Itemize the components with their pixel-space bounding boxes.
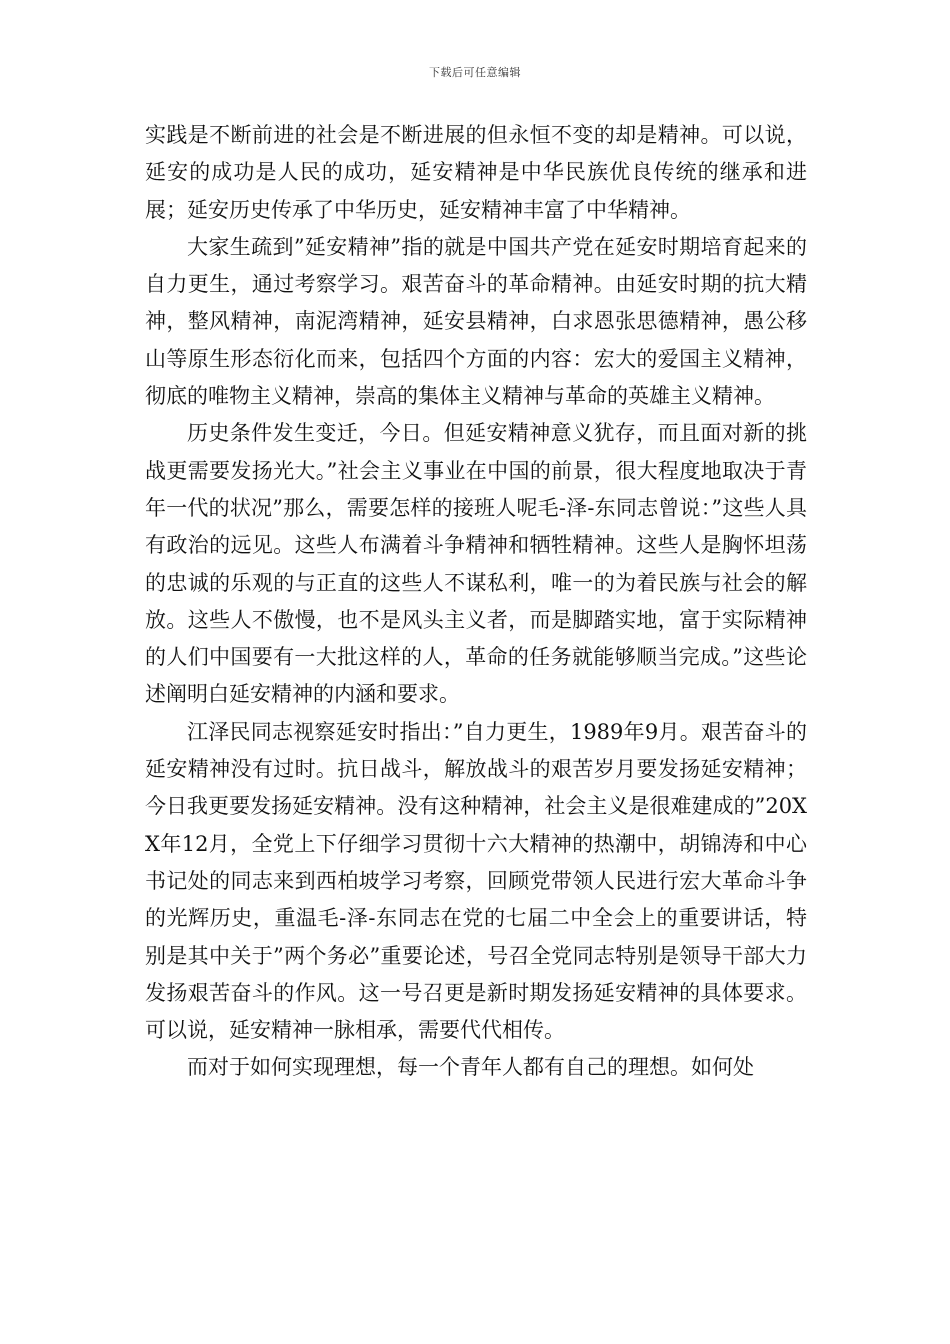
paragraph-1: 实践是不断前进的社会是不断进展的但永恒不变的却是精神。可以说，延安的成功是人民的成功，延安精神是中华民族优良传统的继承和进展；延安历史传承了中华历史，延安精神丰富了中华精神。 — [145, 123, 807, 222]
paragraph-5: 而对于如何实现理想，每一个青年人都有自己的理想。如何处 — [187, 1055, 754, 1080]
page-header: 下载后可任意编辑 — [429, 66, 521, 79]
paragraph-3: 历史条件发生变迁，今日。但延安精神意义犹存，而且面对新的挑战更需要发扬光大。”社会主义事业在中国的前景，很大程度地取决于青年一代的状况”那么，需要怎样的接班人呢毛-泽-东同志曾说：”这些人具有政治的远见。这些人布满着斗争精神和牺牲精神。这些人是胸怀坦荡的忠诚的乐观的与正直的这些人不谋私利，唯一的为着民族与社会的解放。这些人不傲慢，也不是风头主义者，而是脚踏实地，富于实际精神的人们中国要有一大批这样的人，革命的任务就能够顺当完成。”这些论述阐明白延安精神的内涵和要求。 — [145, 421, 807, 707]
paragraph-2: 大家生疏到”延安精神”指的就是中国共产党在延安时期培育起来的自力更生，通过考察学习。艰苦奋斗的革命精神。由延安时期的抗大精神，整风精神，南泥湾精神，延安县精神，白求恩张思德精神，愚公移山等原生形态衍化而来，包括四个方面的内容：宏大的爱国主义精神，彻底的唯物主义精神，崇高的集体主义精神与革命的英雄主义精神。 — [145, 234, 807, 409]
document-body — [145, 117, 807, 1087]
paragraph-4: 江泽民同志视察延安时指出：”自力更生，1989年9月。艰苦奋斗的延安精神没有过时。抗日战斗，解放战斗的艰苦岁月要发扬延安精神；今日我更要发扬延安精神。没有这种精神，社会主义是很难建成的”20XX年12月，全党上下仔细学习贯彻十六大精神的热潮中，胡锦涛和中心书记处的同志来到西柏坡学习考察，回顾党带领人民进行宏大革命斗争的光辉历史，重温毛-泽-东同志在党的七届二中全会上的重要讲话，特别是其中关于”两个务必”重要论述，号召全党同志特别是领导干部大力发扬艰苦奋斗的作风。这一号召更是新时期发扬延安精神的具体要求。可以说，延安精神一脉相承，需要代代相传。 — [145, 719, 807, 1043]
